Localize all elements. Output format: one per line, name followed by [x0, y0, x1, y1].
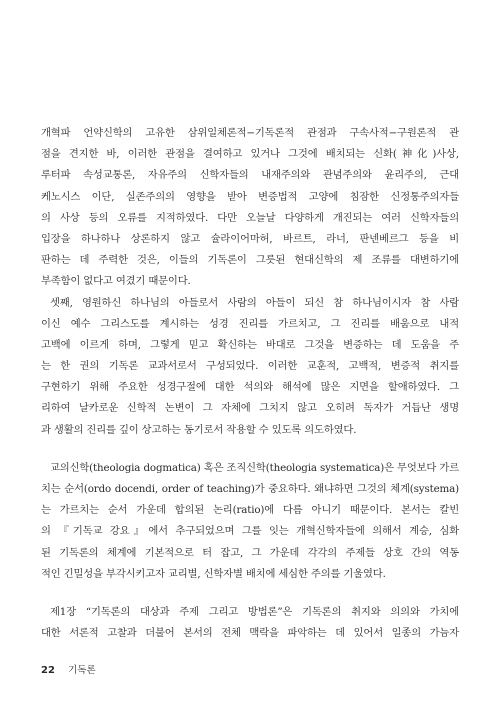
paragraph-2: [41, 293, 459, 441]
text-line: 적인 긴밀성을 부각시키고자 교리별, 신학자별 배치에 세심한 주의를 기울였다.: [41, 567, 386, 580]
text-line: 고백에 이르게 하며, 그렇게 믿고 확신하는 바대로 그것을 변증하는 데 도움을 주: [41, 338, 459, 351]
text-line: 구현하기 위해 주요한 성경구절에 대한 석의와 해석에 많은 지면을 할애하였다. 그: [41, 381, 459, 394]
text-line: 점을 견지한 바, 이러한 관점을 결여하고 있거나 그것에 배치되는 신화(神化)사상,: [41, 148, 459, 161]
paragraph-3: [41, 458, 459, 585]
text-line: 이신 예수 그리스도를 계시하는 성경 진리를 가르치고, 그 진리를 배움으로 내적: [41, 317, 459, 330]
page-footer: [41, 662, 96, 676]
page-number: 22: [41, 665, 55, 676]
text-line: 리하여 날카로운 신학적 논변이 그 자체에 그치지 않고 오히려 독자가 거듭난 생명: [41, 402, 459, 415]
text-line: 의 『기독교 강요』에서 추구되었으며 그를 잇는 개혁신학자들에 의해서 계승, 심화: [41, 525, 459, 538]
text-line: 의 사상 등의 오류를 지적하였다. 다만 오늘날 다양하게 개진되는 여러 신학자들의: [41, 211, 459, 224]
text-line: 부족함이 없다고 여겼기 때문이다.: [41, 275, 191, 288]
text-line: 치는 순서(ordo docendi, order of teaching)가 중요하다. 왜냐하면 그것의 체계(systema): [41, 483, 459, 495]
text-line: 케노시스 이단, 실존주의의 영향을 받아 변증법적 고양에 침잠한 신정통주의자들: [41, 190, 459, 203]
paragraph-gap: [41, 585, 459, 602]
paragraph-1: [41, 123, 459, 293]
text-line: 된 기독론의 체계에 기본적으로 터 잡고, 그 가운데 각각의 주제들 상호 간의 역동: [41, 546, 459, 559]
text-line: 제1장 “기독론의 대상과 주제 그리고 방법론”은 기독론의 취지와 의의와 가치에: [50, 605, 459, 618]
text-line: 판하는 데 주력한 것은, 이들의 기독론이 그릇된 현대신학의 제 조류를 대변하기에: [41, 254, 459, 267]
text-line: 루터파 속성교통론, 자유주의 신학자들의 내재주의와 관념주의와 윤리주의, 근대: [41, 169, 459, 182]
text-line: 는 한 권의 기독론 교과서로서 구성되었다. 이러한 교훈적, 고백적, 변증적 취지를: [41, 360, 459, 373]
running-title: 기독론: [68, 665, 96, 676]
text-line: 교의신학(theologia dogmatica) 혹은 조직신학(theologia systematica)은 무엇보다 가르: [50, 461, 459, 474]
paragraph-gap: [41, 441, 459, 458]
text-line: 과 생활의 진리를 깊이 상고하는 동기로서 작용할 수 있도록 의도하였다.: [41, 423, 357, 436]
body-text: [41, 123, 459, 644]
text-line: 입장을 하나하나 상론하지 않고 슐라이어마허, 바르트, 라너, 판넨베르그 등을 비: [41, 232, 459, 245]
text-line: 셋째, 영원하신 하나님의 아들로서 사람의 아들이 되신 참 하나님이시자 참 사람: [50, 296, 459, 309]
text-line: 대한 서론적 고찰과 더불어 본서의 전체 맥락을 파악하는 데 있어서 일종의 가늠자: [41, 627, 459, 640]
paragraph-4: [41, 602, 459, 644]
text-line: 는 가르치는 순서 가운데 합의된 논리(ratio)에 다름 아니기 때문이다. 본서는 칼빈: [41, 504, 459, 517]
text-line: 개혁파 언약신학의 고유한 삼위일체론적−기독론적 관점과 구속사적−구원론적 관: [41, 127, 459, 139]
